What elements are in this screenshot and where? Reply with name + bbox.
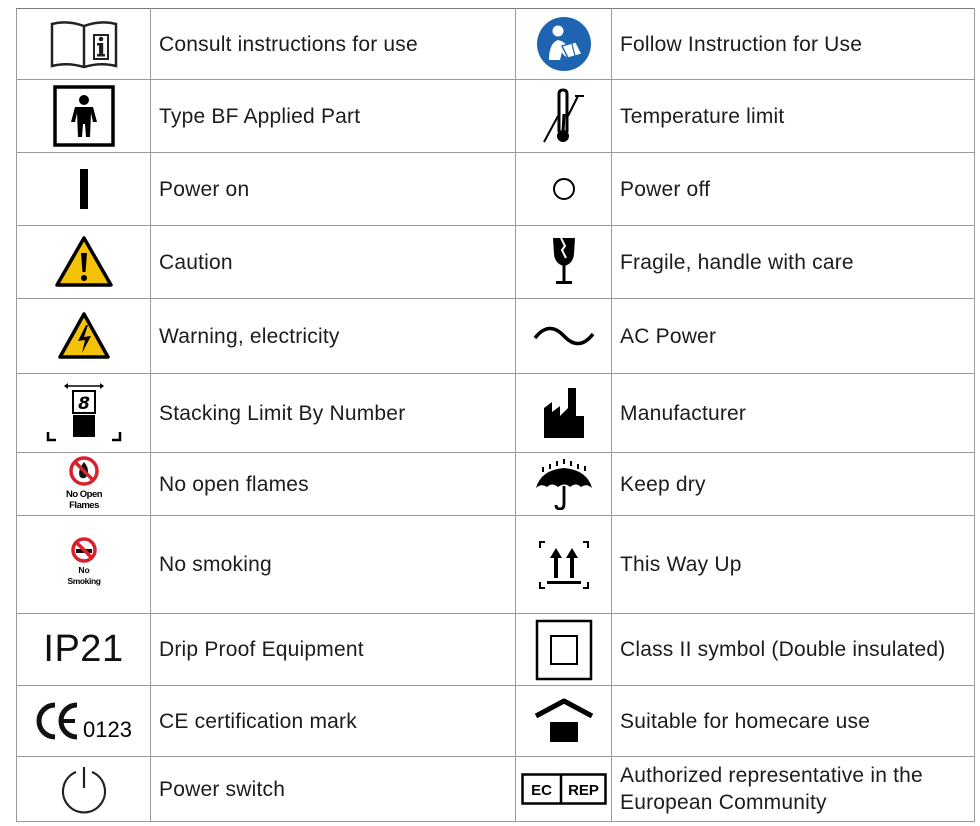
umbrella-rain-icon	[533, 458, 595, 510]
table-row	[17, 374, 975, 453]
table-row	[17, 80, 975, 153]
book-info-icon	[49, 19, 119, 69]
symbol-label: Stacking Limit By Number	[151, 374, 516, 453]
ip21-text-icon: IP21	[43, 628, 124, 670]
power-on-bar-icon	[74, 166, 94, 212]
symbol-label: Type BF Applied Part	[151, 80, 516, 153]
symbol-label: Caution	[151, 226, 516, 299]
symbol-label: No smoking	[151, 516, 516, 614]
no-open-flames-line1: No Open	[65, 489, 102, 500]
symbol-label: AC Power	[612, 299, 975, 374]
thermometer-limit-icon	[542, 88, 586, 144]
double-square-icon	[535, 619, 593, 681]
symbol-label: Class II symbol (Double insulated)	[612, 614, 975, 686]
rep-text: REP	[567, 782, 599, 799]
table-row	[17, 453, 975, 516]
symbol-label: Consult instructions for use	[151, 9, 516, 80]
symbol-label: Power off	[612, 153, 975, 226]
symbol-label: Follow Instruction for Use	[612, 9, 975, 80]
symbol-label: Suitable for homecare use	[612, 686, 975, 757]
symbol-label: Power on	[151, 153, 516, 226]
symbol-label: Temperature limit	[612, 80, 975, 153]
stacking-limit-icon	[46, 382, 122, 444]
power-off-circle-icon	[550, 175, 578, 203]
symbol-label: Authorized representative in the European Community	[612, 757, 975, 822]
fragile-glass-icon	[549, 236, 579, 288]
stack-count-text: 8	[77, 394, 90, 414]
no-smoking-icon	[59, 537, 109, 593]
symbol-label: Manufacturer	[612, 374, 975, 453]
symbol-label: No open flames	[151, 453, 516, 516]
table-row	[17, 614, 975, 686]
power-switch-icon	[59, 764, 109, 814]
symbols-table	[16, 8, 975, 822]
symbol-label: Warning, electricity	[151, 299, 516, 374]
table-row	[17, 9, 975, 80]
table-row	[17, 153, 975, 226]
ec-rep-icon	[521, 773, 607, 805]
table-row	[17, 299, 975, 374]
symbol-label: Drip Proof Equipment	[151, 614, 516, 686]
no-smoking-line2: Smoking	[66, 575, 101, 586]
symbol-label: This Way Up	[612, 516, 975, 614]
no-open-flames-line2: Flames	[68, 500, 99, 511]
table-row	[17, 686, 975, 757]
symbol-label: CE certification mark	[151, 686, 516, 757]
ce-mark-icon	[35, 701, 133, 741]
symbol-label: Fragile, handle with care	[612, 226, 975, 299]
electricity-warning-icon	[57, 311, 111, 361]
ce-number-text: 0123	[82, 717, 132, 741]
table-row	[17, 516, 975, 614]
symbol-label: Keep dry	[612, 453, 975, 516]
read-manual-person-icon	[536, 16, 592, 72]
no-open-flames-icon	[54, 454, 114, 514]
caution-triangle-icon	[54, 235, 114, 289]
home-icon	[534, 698, 594, 744]
symbol-label: Power switch	[151, 757, 516, 822]
table-row	[17, 226, 975, 299]
ec-text: EC	[530, 782, 552, 799]
this-way-up-icon	[537, 540, 591, 590]
bf-applied-part-icon	[53, 85, 115, 147]
ac-wave-icon	[533, 323, 595, 349]
factory-icon	[542, 386, 586, 440]
table-row	[17, 757, 975, 822]
no-smoking-line1: No	[77, 564, 90, 575]
